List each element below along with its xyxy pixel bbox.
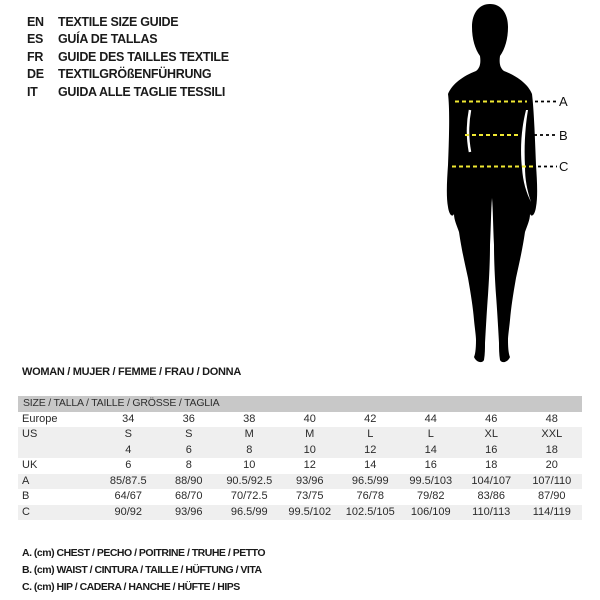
table-cell: 83/86 <box>477 490 506 502</box>
language-code: DE <box>27 67 44 82</box>
language-row-it <box>27 84 229 101</box>
row-label: Europe <box>22 412 58 425</box>
measurement-label-c: C <box>559 159 569 174</box>
table-cell: 90/92 <box>98 505 159 521</box>
table-header-label: SIZE / TALLA / TAILLE / GRÖSSE / TAGLIA <box>18 396 582 412</box>
table-cell: 10 <box>280 443 341 459</box>
table-cell: 8 <box>185 459 192 471</box>
table-cell: 96.5/99 <box>340 474 401 490</box>
language-code: FR <box>27 49 44 64</box>
table-cell: 68/70 <box>174 490 203 502</box>
row-label: A <box>18 474 98 490</box>
language-code: ES <box>27 32 44 47</box>
table-cell: 99.5/102 <box>280 505 341 521</box>
table-cell: 6 <box>159 443 220 459</box>
table-row-us <box>18 427 582 443</box>
table-cell: 110/113 <box>461 505 522 521</box>
table-cell: 48 <box>545 412 558 425</box>
table-cell: 8 <box>219 443 280 459</box>
table-cell: 79/82 <box>416 490 445 502</box>
table-cell: 114/119 <box>522 505 583 521</box>
row-label: UK <box>22 459 38 471</box>
language-title: GUÍA DE TALLAS <box>58 32 158 47</box>
language-code: EN <box>27 15 44 29</box>
table-cell: 107/110 <box>522 474 583 490</box>
table-cell: 106/109 <box>401 505 462 521</box>
table-cell: 6 <box>125 459 132 471</box>
table-cell: 76/78 <box>356 490 385 502</box>
table-cell: 14 <box>364 459 377 471</box>
table-cell: L <box>401 427 462 443</box>
table-cell: 44 <box>424 412 437 425</box>
row-label: C <box>18 505 98 521</box>
measurement-legend <box>22 545 265 596</box>
table-cell: 18 <box>485 459 498 471</box>
table-row-hip <box>18 505 582 521</box>
table-cell: S <box>98 427 159 443</box>
language-row-fr <box>27 49 229 66</box>
row-label <box>18 443 98 459</box>
table-cell: 70/72.5 <box>230 490 268 502</box>
table-cell: 4 <box>98 443 159 459</box>
table-cell: 40 <box>303 412 316 425</box>
language-title: TEXTILE SIZE GUIDE <box>58 15 179 29</box>
table-row-uk <box>18 458 582 474</box>
table-row-us-numeric <box>18 443 582 459</box>
table-cell: 18 <box>522 443 583 459</box>
table-cell: 16 <box>424 459 437 471</box>
language-title: TEXTILGRÖßENFÜHRUNG <box>58 67 212 82</box>
table-cell: 93/96 <box>280 474 341 490</box>
table-cell: 85/87.5 <box>98 474 159 490</box>
table-cell: 12 <box>340 443 401 459</box>
language-title-list <box>27 14 229 101</box>
table-cell: XXL <box>522 427 583 443</box>
table-cell: 14 <box>401 443 462 459</box>
table-header-row <box>18 396 582 412</box>
woman-silhouette <box>405 0 575 372</box>
table-cell: XL <box>461 427 522 443</box>
size-table <box>18 396 582 520</box>
table-cell: 46 <box>485 412 498 425</box>
row-label: US <box>18 427 98 443</box>
table-cell: 64/67 <box>114 490 143 502</box>
table-cell: 20 <box>545 459 558 471</box>
language-title: GUIDA ALLE TAGLIE TESSILI <box>58 84 226 99</box>
language-code: IT <box>27 84 38 99</box>
table-cell: 96.5/99 <box>219 505 280 521</box>
table-cell: S <box>159 427 220 443</box>
table-cell: 88/90 <box>159 474 220 490</box>
table-cell: 42 <box>364 412 377 425</box>
table-cell: 34 <box>122 412 135 425</box>
table-cell: 10 <box>243 459 256 471</box>
table-cell: 93/96 <box>159 505 220 521</box>
legend-chest: A. (cm) CHEST / PECHO / POITRINE / TRUHE / PETTO <box>22 547 266 559</box>
legend-hip: C. (cm) HIP / CADERA / HANCHE / HÜFTE / HIPS <box>22 581 240 593</box>
language-row-de <box>27 66 229 83</box>
legend-waist: B. (cm) WAIST / CINTURA / TAILLE / HÜFTUNG / VITA <box>22 564 262 576</box>
table-cell: 16 <box>461 443 522 459</box>
table-row-europe <box>18 412 582 428</box>
table-cell: 102.5/105 <box>340 505 401 521</box>
table-cell: 104/107 <box>461 474 522 490</box>
row-label: B <box>22 490 30 502</box>
table-cell: 99.5/103 <box>401 474 462 490</box>
table-cell: 73/75 <box>295 490 324 502</box>
table-cell: 36 <box>182 412 195 425</box>
table-cell: 87/90 <box>538 490 566 502</box>
measurement-label-a: A <box>559 94 568 109</box>
woman-body-shape <box>447 4 537 362</box>
table-row-chest <box>18 474 582 490</box>
table-cell: M <box>280 427 341 443</box>
table-row-waist <box>18 489 582 505</box>
section-title: WOMAN / MUJER / FEMME / FRAU / DONNA <box>22 366 241 378</box>
language-row-en <box>27 14 229 31</box>
language-title: GUIDE DES TAILLES TEXTILE <box>58 49 229 64</box>
table-cell: 90.5/92.5 <box>219 474 280 490</box>
language-row-es <box>27 31 229 48</box>
measurement-label-b: B <box>559 128 568 143</box>
table-cell: 38 <box>243 412 256 425</box>
table-cell: M <box>219 427 280 443</box>
table-cell: 12 <box>303 459 316 471</box>
table-cell: L <box>340 427 401 443</box>
